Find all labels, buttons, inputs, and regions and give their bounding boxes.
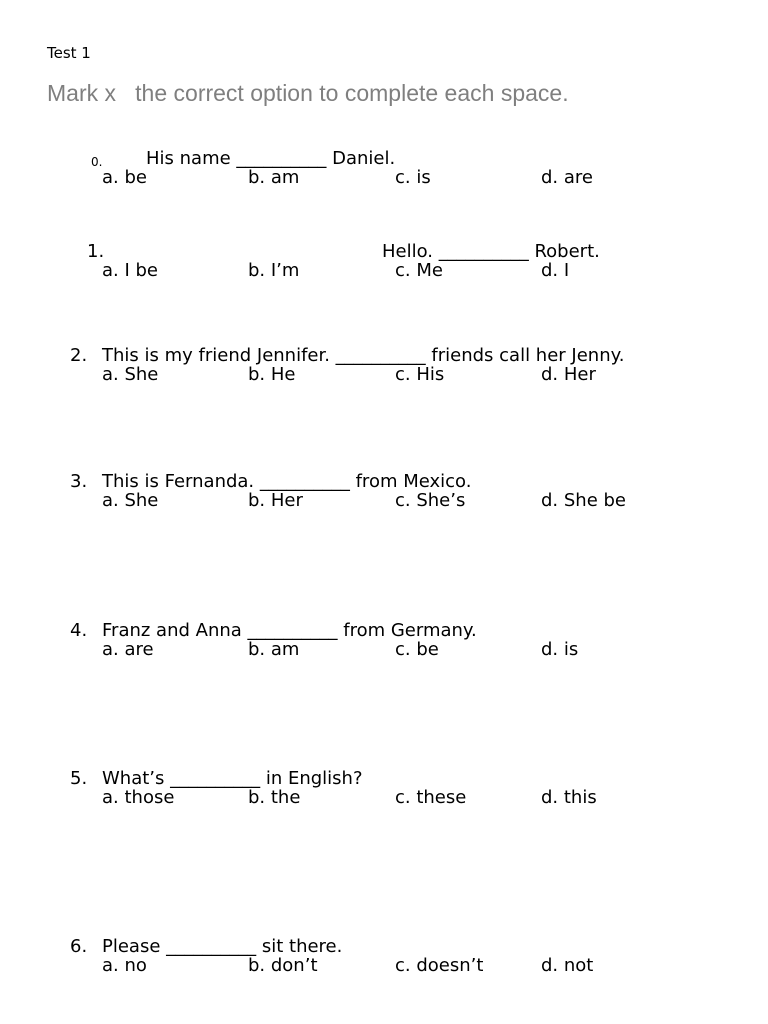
question-text: Franz and Anna __________ from Germany. — [102, 620, 477, 641]
option-d[interactable]: d. I — [541, 260, 570, 281]
option-a[interactable]: a. those — [102, 787, 175, 808]
option-c[interactable]: c. is — [395, 167, 431, 188]
question-number: 1. — [87, 241, 105, 262]
option-b[interactable]: b. I’m — [248, 260, 300, 281]
question-number: 4. — [70, 620, 88, 641]
option-a[interactable]: a. no — [102, 955, 147, 976]
question-text: Please __________ sit there. — [102, 936, 343, 957]
option-b[interactable]: b. don’t — [248, 955, 318, 976]
page-title: Test 1 — [47, 44, 91, 62]
option-d[interactable]: d. is — [541, 639, 579, 660]
option-d[interactable]: d. not — [541, 955, 594, 976]
question-5 — [0, 768, 768, 808]
option-c[interactable]: c. these — [395, 787, 467, 808]
option-b[interactable]: b. Her — [248, 490, 303, 511]
instructions: Mark x the correct option to complete each space. — [47, 80, 569, 106]
question-6 — [0, 936, 768, 976]
option-c[interactable]: c. be — [395, 639, 439, 660]
question-3 — [0, 471, 768, 511]
question-text: What’s __________ in English? — [102, 768, 363, 789]
question-number: 3. — [70, 471, 88, 492]
option-c[interactable]: c. She’s — [395, 490, 466, 511]
question-number: 6. — [70, 936, 88, 957]
option-b[interactable]: b. the — [248, 787, 301, 808]
option-a[interactable]: a. be — [102, 167, 147, 188]
option-b[interactable]: b. am — [248, 639, 300, 660]
option-a[interactable]: a. She — [102, 490, 159, 511]
question-text: This is Fernanda. __________ from Mexico. — [102, 471, 472, 492]
question-number: 2. — [70, 345, 88, 366]
option-a[interactable]: a. I be — [102, 260, 159, 281]
option-b[interactable]: b. am — [248, 167, 300, 188]
question-0 — [0, 148, 768, 188]
question-4 — [0, 620, 768, 660]
question-number: 0. — [91, 155, 103, 169]
option-d[interactable]: d. are — [541, 167, 593, 188]
option-d[interactable]: d. this — [541, 787, 597, 808]
option-a[interactable]: a. She — [102, 364, 159, 385]
option-c[interactable]: c. Me — [395, 260, 443, 281]
question-text: Hello. __________ Robert. — [382, 241, 600, 262]
question-number: 5. — [70, 768, 88, 789]
option-a[interactable]: a. are — [102, 639, 154, 660]
option-d[interactable]: d. Her — [541, 364, 596, 385]
option-c[interactable]: c. His — [395, 364, 445, 385]
question-text: This is my friend Jennifer. __________ friends call her Jenny. — [102, 345, 625, 366]
option-c[interactable]: c. doesn’t — [395, 955, 484, 976]
option-d[interactable]: d. She be — [541, 490, 626, 511]
question-1 — [0, 241, 768, 281]
option-b[interactable]: b. He — [248, 364, 296, 385]
question-text: His name __________ Daniel. — [146, 148, 396, 169]
question-2 — [0, 345, 768, 385]
